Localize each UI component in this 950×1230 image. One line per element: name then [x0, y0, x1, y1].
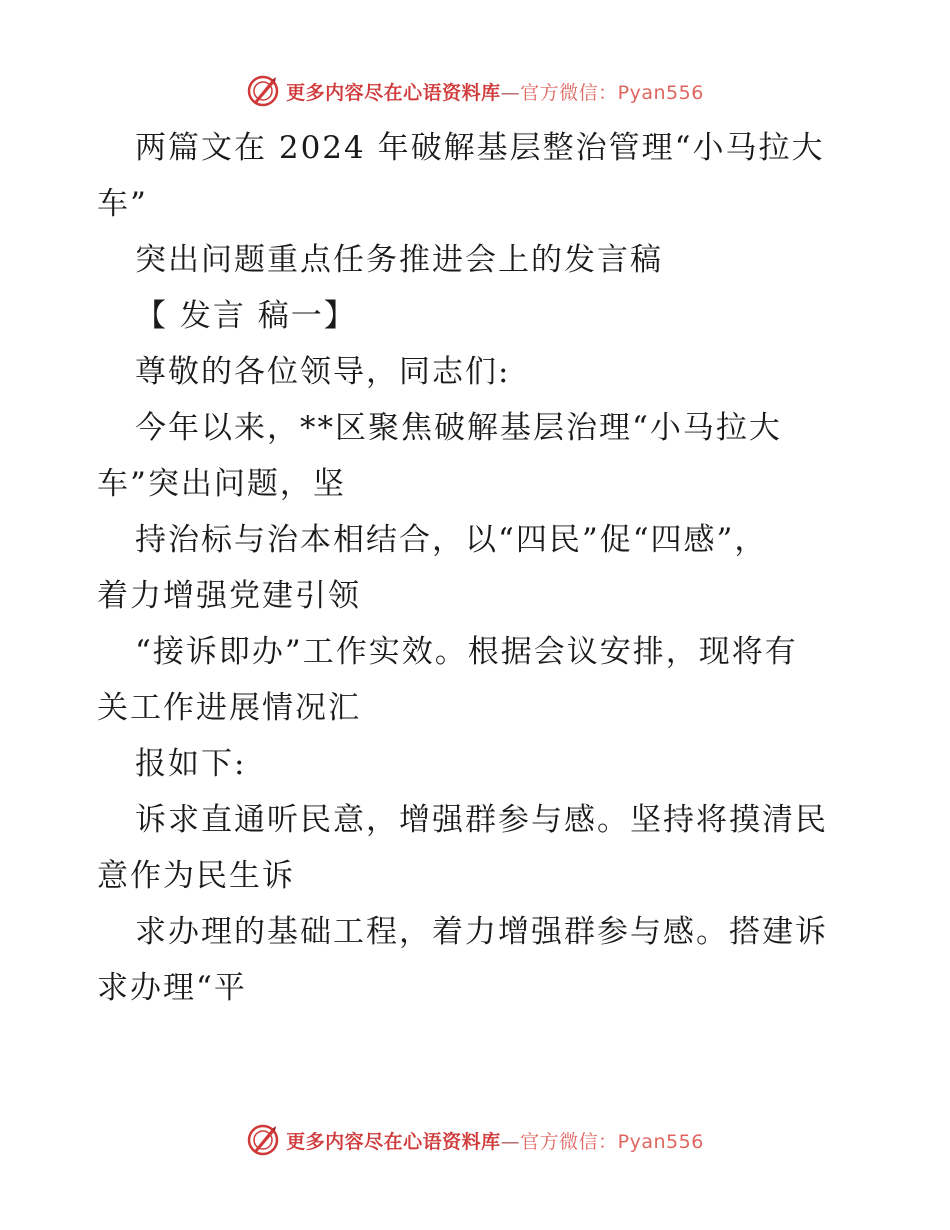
text-line: 今年以来，**区聚焦破解基层治理“小马拉大 — [135, 410, 782, 446]
text-line: 尊敬的各位领导，同志们: — [135, 354, 511, 390]
text-line: “接诉即办”工作实效。根据会议安排，现将有 — [135, 634, 798, 670]
banner-main-text: 更多内容尽在心语资料库 — [286, 81, 501, 104]
text-line: 持治标与治本相结合，以“四民”促“四感”， — [135, 522, 768, 558]
quill-pen-icon — [246, 1123, 280, 1157]
banner-wechat-text: 官方微信：Pyan556 — [520, 1130, 704, 1153]
text-line: 着力增强党建引领 — [97, 578, 361, 614]
text-line: 诉求直通听民意，增强群参与感。坚持将摸清民 — [135, 802, 828, 838]
text-line: 车”突出问题，坚 — [97, 466, 346, 502]
document-body — [97, 120, 857, 1016]
text-line: 车” — [97, 186, 148, 222]
banner-text — [286, 78, 704, 105]
text-line: 关工作进展情况汇 — [97, 690, 361, 726]
banner-dash: — — [500, 81, 521, 104]
header-banner — [0, 71, 950, 111]
quill-pen-icon — [246, 74, 280, 108]
banner-dash: — — [500, 1130, 521, 1153]
text-line: 意作为民生诉 — [97, 858, 295, 894]
text-line: 两篇文在 2024 年破解基层整治管理“小马拉大 — [135, 130, 825, 166]
text-line: 报如下: — [135, 746, 247, 782]
text-line: 求办理的基础工程，着力增强群参与感。搭建诉 — [135, 914, 828, 950]
banner-text — [286, 1127, 704, 1154]
text-line: 求办理“平 — [97, 970, 247, 1006]
text-line: 【 发言 稿一】 — [135, 298, 357, 334]
banner-main-text: 更多内容尽在心语资料库 — [286, 1130, 501, 1153]
text-line: 突出问题重点任务推进会上的发言稿 — [135, 242, 663, 278]
footer-banner — [0, 1120, 950, 1160]
banner-wechat-text: 官方微信：Pyan556 — [520, 81, 704, 104]
